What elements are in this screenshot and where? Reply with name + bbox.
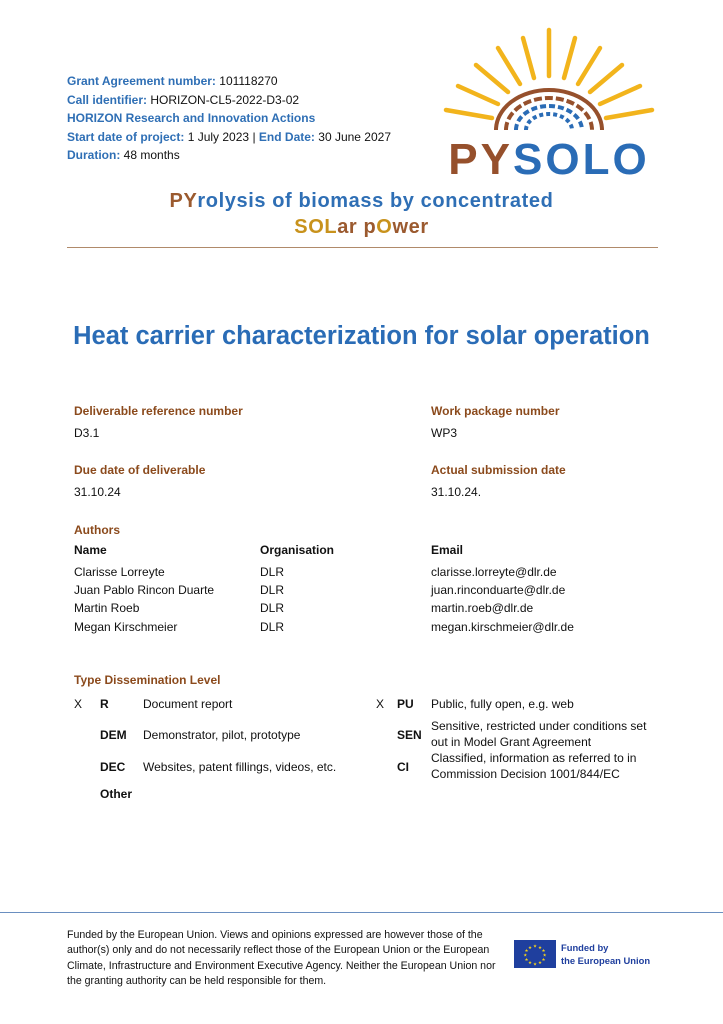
call-identifier-label: Call identifier: — [67, 92, 148, 107]
type-desc: Demonstrator, pilot, prototype — [143, 728, 301, 742]
author-email: clarisse.lorreyte@dlr.de — [431, 565, 557, 579]
grant-agreement-label: Grant Agreement number: — [67, 74, 216, 88]
actual-date-label: Actual submission date — [431, 463, 566, 477]
dissemination-label: Type Dissemination Level — [74, 673, 221, 687]
project-title-w: w — [392, 216, 409, 238]
author-org: DLR — [260, 565, 285, 579]
svg-text:★: ★ — [527, 961, 533, 967]
dates-line — [67, 128, 391, 147]
svg-text:★: ★ — [523, 953, 528, 959]
deliverable-ref-label: Deliverable reference number — [74, 404, 243, 418]
arcs-icon — [496, 90, 602, 130]
end-date-value: 30 June 2027 — [318, 129, 391, 144]
authors-header-email: Email — [431, 543, 464, 557]
svg-text:★: ★ — [537, 945, 543, 951]
svg-text:★: ★ — [532, 944, 538, 950]
svg-text:★: ★ — [542, 953, 547, 959]
svg-text:★: ★ — [541, 949, 546, 954]
project-title-er: er — [408, 216, 429, 238]
duration-value: 48 months — [123, 148, 180, 163]
pysolo-logo — [436, 22, 662, 184]
actions-label: HORIZON Research and Innovation Actions — [67, 111, 316, 126]
author-org: DLR — [260, 620, 285, 634]
project-title-sol: SOL — [294, 216, 338, 238]
date-separator: | — [252, 129, 256, 144]
level-mark: X — [376, 697, 385, 711]
svg-text:★: ★ — [524, 949, 529, 954]
svg-text:★: ★ — [524, 958, 529, 963]
duration-label: Duration: — [67, 148, 121, 163]
project-title-rest-1: rolysis of biomass by concentrated — [197, 190, 554, 212]
start-date-label: Start date of project: — [67, 129, 185, 144]
project-title-py: PY — [169, 190, 198, 212]
type-desc: Document report — [143, 697, 233, 711]
authors-header-org: Organisation — [260, 543, 335, 557]
project-title-o: O — [376, 216, 393, 238]
start-date-value: 1 July 2023 — [187, 129, 250, 144]
due-date-value: 31.10.24 — [74, 485, 121, 499]
deliverable-ref-value: D3.1 — [74, 426, 100, 440]
svg-text:★: ★ — [527, 945, 533, 951]
type-code: DEM — [100, 728, 127, 742]
author-name: Megan Kirschmeier — [74, 620, 178, 634]
work-package-label: Work package number — [431, 404, 560, 418]
grant-agreement-line — [67, 72, 391, 91]
type-code: DEC — [100, 760, 126, 774]
project-title-line-1 — [0, 190, 723, 213]
project-title-line-2 — [0, 216, 723, 239]
author-name: Juan Pablo Rincon Duarte — [74, 583, 215, 597]
author-email: martin.roeb@dlr.de — [431, 601, 534, 615]
eu-flag-icon — [514, 940, 556, 968]
type-desc: Websites, patent fillings, videos, etc. — [143, 760, 337, 774]
work-package-value: WP3 — [431, 426, 458, 440]
due-date-label: Due date of deliverable — [74, 463, 206, 477]
actions-line — [67, 109, 391, 128]
type-code: Other — [100, 787, 133, 801]
authors-label: Authors — [74, 523, 120, 537]
svg-text:★: ★ — [537, 961, 543, 967]
level-code: CI — [397, 760, 409, 774]
end-date-label: End Date: — [258, 129, 315, 144]
call-identifier-value: HORIZON-CL5-2022-D3-02 — [150, 92, 300, 107]
author-name: Clarisse Lorreyte — [74, 565, 165, 579]
document-title: Heat carrier characterization for solar operation — [73, 322, 650, 350]
author-email: megan.kirschmeier@dlr.de — [431, 620, 574, 634]
sun-rays-icon — [446, 30, 652, 118]
level-code: PU — [397, 697, 414, 711]
level-desc: Classified, information as referred to in Commission Decision 1001/844/EC — [431, 751, 637, 781]
type-mark: X — [74, 697, 83, 711]
logo-wordmark: PYSOLO — [448, 135, 650, 184]
author-name: Martin Roeb — [74, 601, 140, 615]
author-org: DLR — [260, 583, 285, 597]
level-code: SEN — [397, 728, 422, 742]
author-email: juan.rinconduarte@dlr.de — [431, 583, 566, 597]
footer-divider — [0, 912, 723, 913]
actual-date-value: 31.10.24. — [431, 485, 482, 499]
type-code: R — [100, 697, 109, 711]
grant-info — [67, 72, 391, 165]
eu-funded-line-1: Funded by — [561, 942, 609, 953]
duration-line — [67, 146, 391, 165]
project-title-ar-p: ar p — [337, 216, 377, 238]
level-desc: Public, fully open, e.g. web — [431, 697, 574, 711]
svg-text:★: ★ — [541, 958, 546, 963]
author-org: DLR — [260, 601, 285, 615]
funding-disclaimer: Funded by the European Union. Views and opinions expressed are however those of the author(s) only and do not necessarily reflect those of the European Union or the European Climate, Infrastructure and Environment Executive Agency. Neither the European Union nor the granting authority can be held responsible for them. — [67, 929, 496, 988]
eu-funded-label — [561, 942, 650, 967]
svg-text:★: ★ — [532, 962, 538, 968]
title-divider — [67, 247, 658, 248]
eu-funded-line-2: the European Union — [561, 954, 651, 966]
call-identifier-line — [67, 91, 391, 110]
level-desc: Sensitive, restricted under conditions set out in Model Grant Agreement — [431, 719, 647, 749]
authors-header-name: Name — [74, 543, 107, 557]
grant-agreement-value: 101118270 — [219, 74, 278, 88]
